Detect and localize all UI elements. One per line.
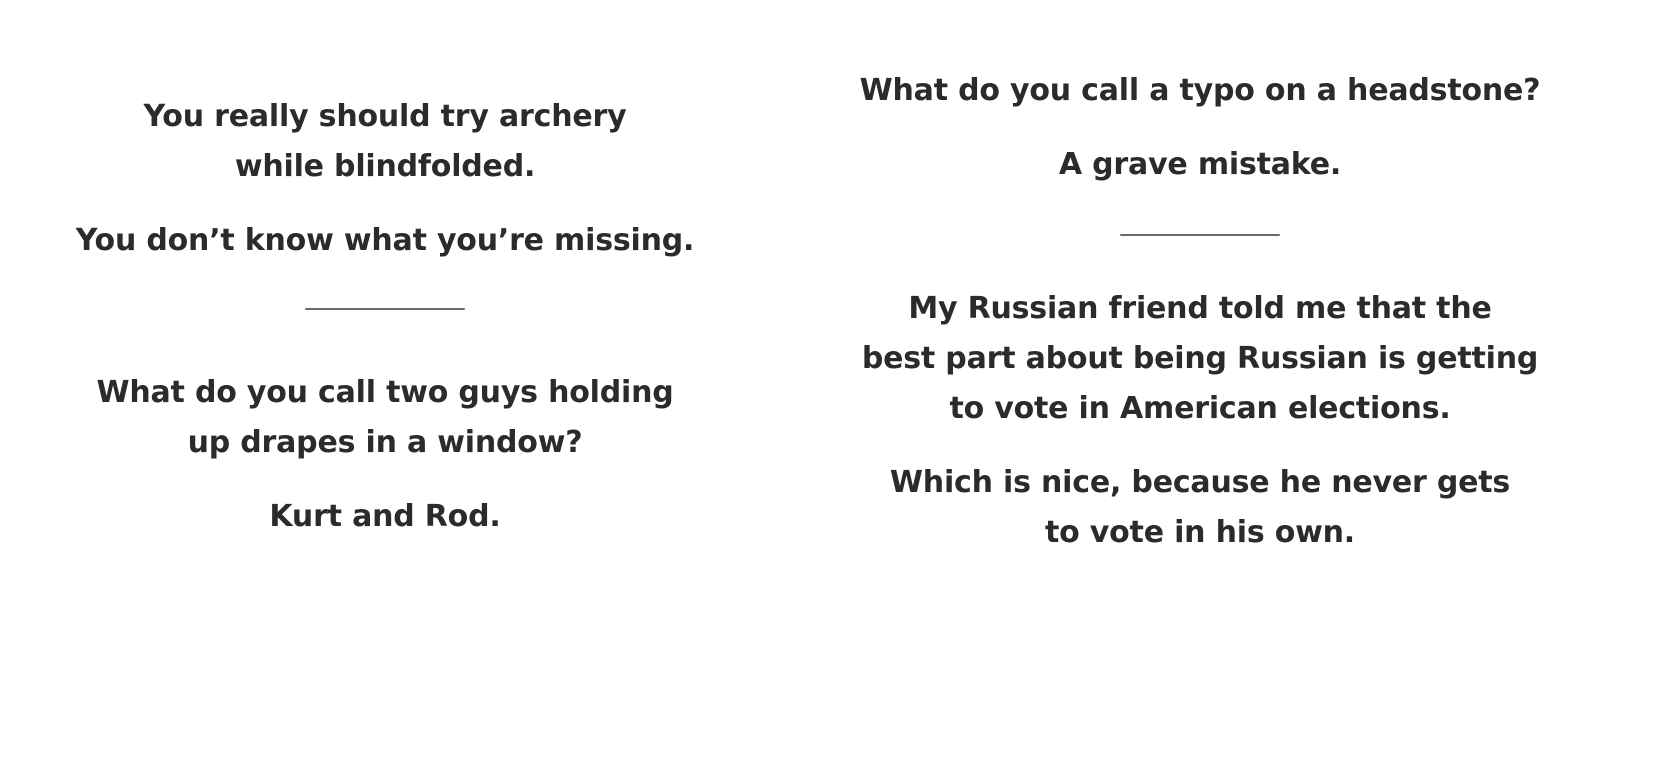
divider-line [305, 308, 465, 310]
joke-setup-line: while blindfolded. [234, 149, 536, 184]
joke-punchline-line: to vote in his own. [1045, 515, 1355, 550]
joke-drapes [0, 368, 770, 542]
joke-headstone [800, 66, 1600, 190]
spacer [800, 434, 1600, 458]
right-column [800, 66, 1600, 558]
joke-punchline-line: Which is nice, because he never gets [889, 465, 1511, 500]
joke-setup-line: You really should try archery [143, 99, 627, 134]
joke-setup-line: My Russian friend told me that the [908, 291, 1492, 326]
joke-punchline: Kurt and Rod. [269, 499, 501, 534]
left-column [0, 92, 770, 542]
joke-setup-line: best part about being Russian is getting [861, 341, 1539, 376]
joke-archery [0, 92, 770, 266]
joke-russian [800, 284, 1600, 558]
joke-punchline: A grave mistake. [1058, 147, 1342, 182]
spacer [0, 192, 770, 216]
joke-setup-line: What do you call two guys holding [96, 375, 674, 410]
divider-line [1120, 234, 1280, 236]
joke-setup-line: to vote in American elections. [949, 391, 1451, 426]
spacer [800, 116, 1600, 140]
joke-setup-line: up drapes in a window? [187, 425, 583, 460]
joke-punchline: You don’t know what you’re missing. [75, 223, 695, 258]
joke-setup-line: What do you call a typo on a headstone? [859, 73, 1541, 108]
spacer [0, 468, 770, 492]
